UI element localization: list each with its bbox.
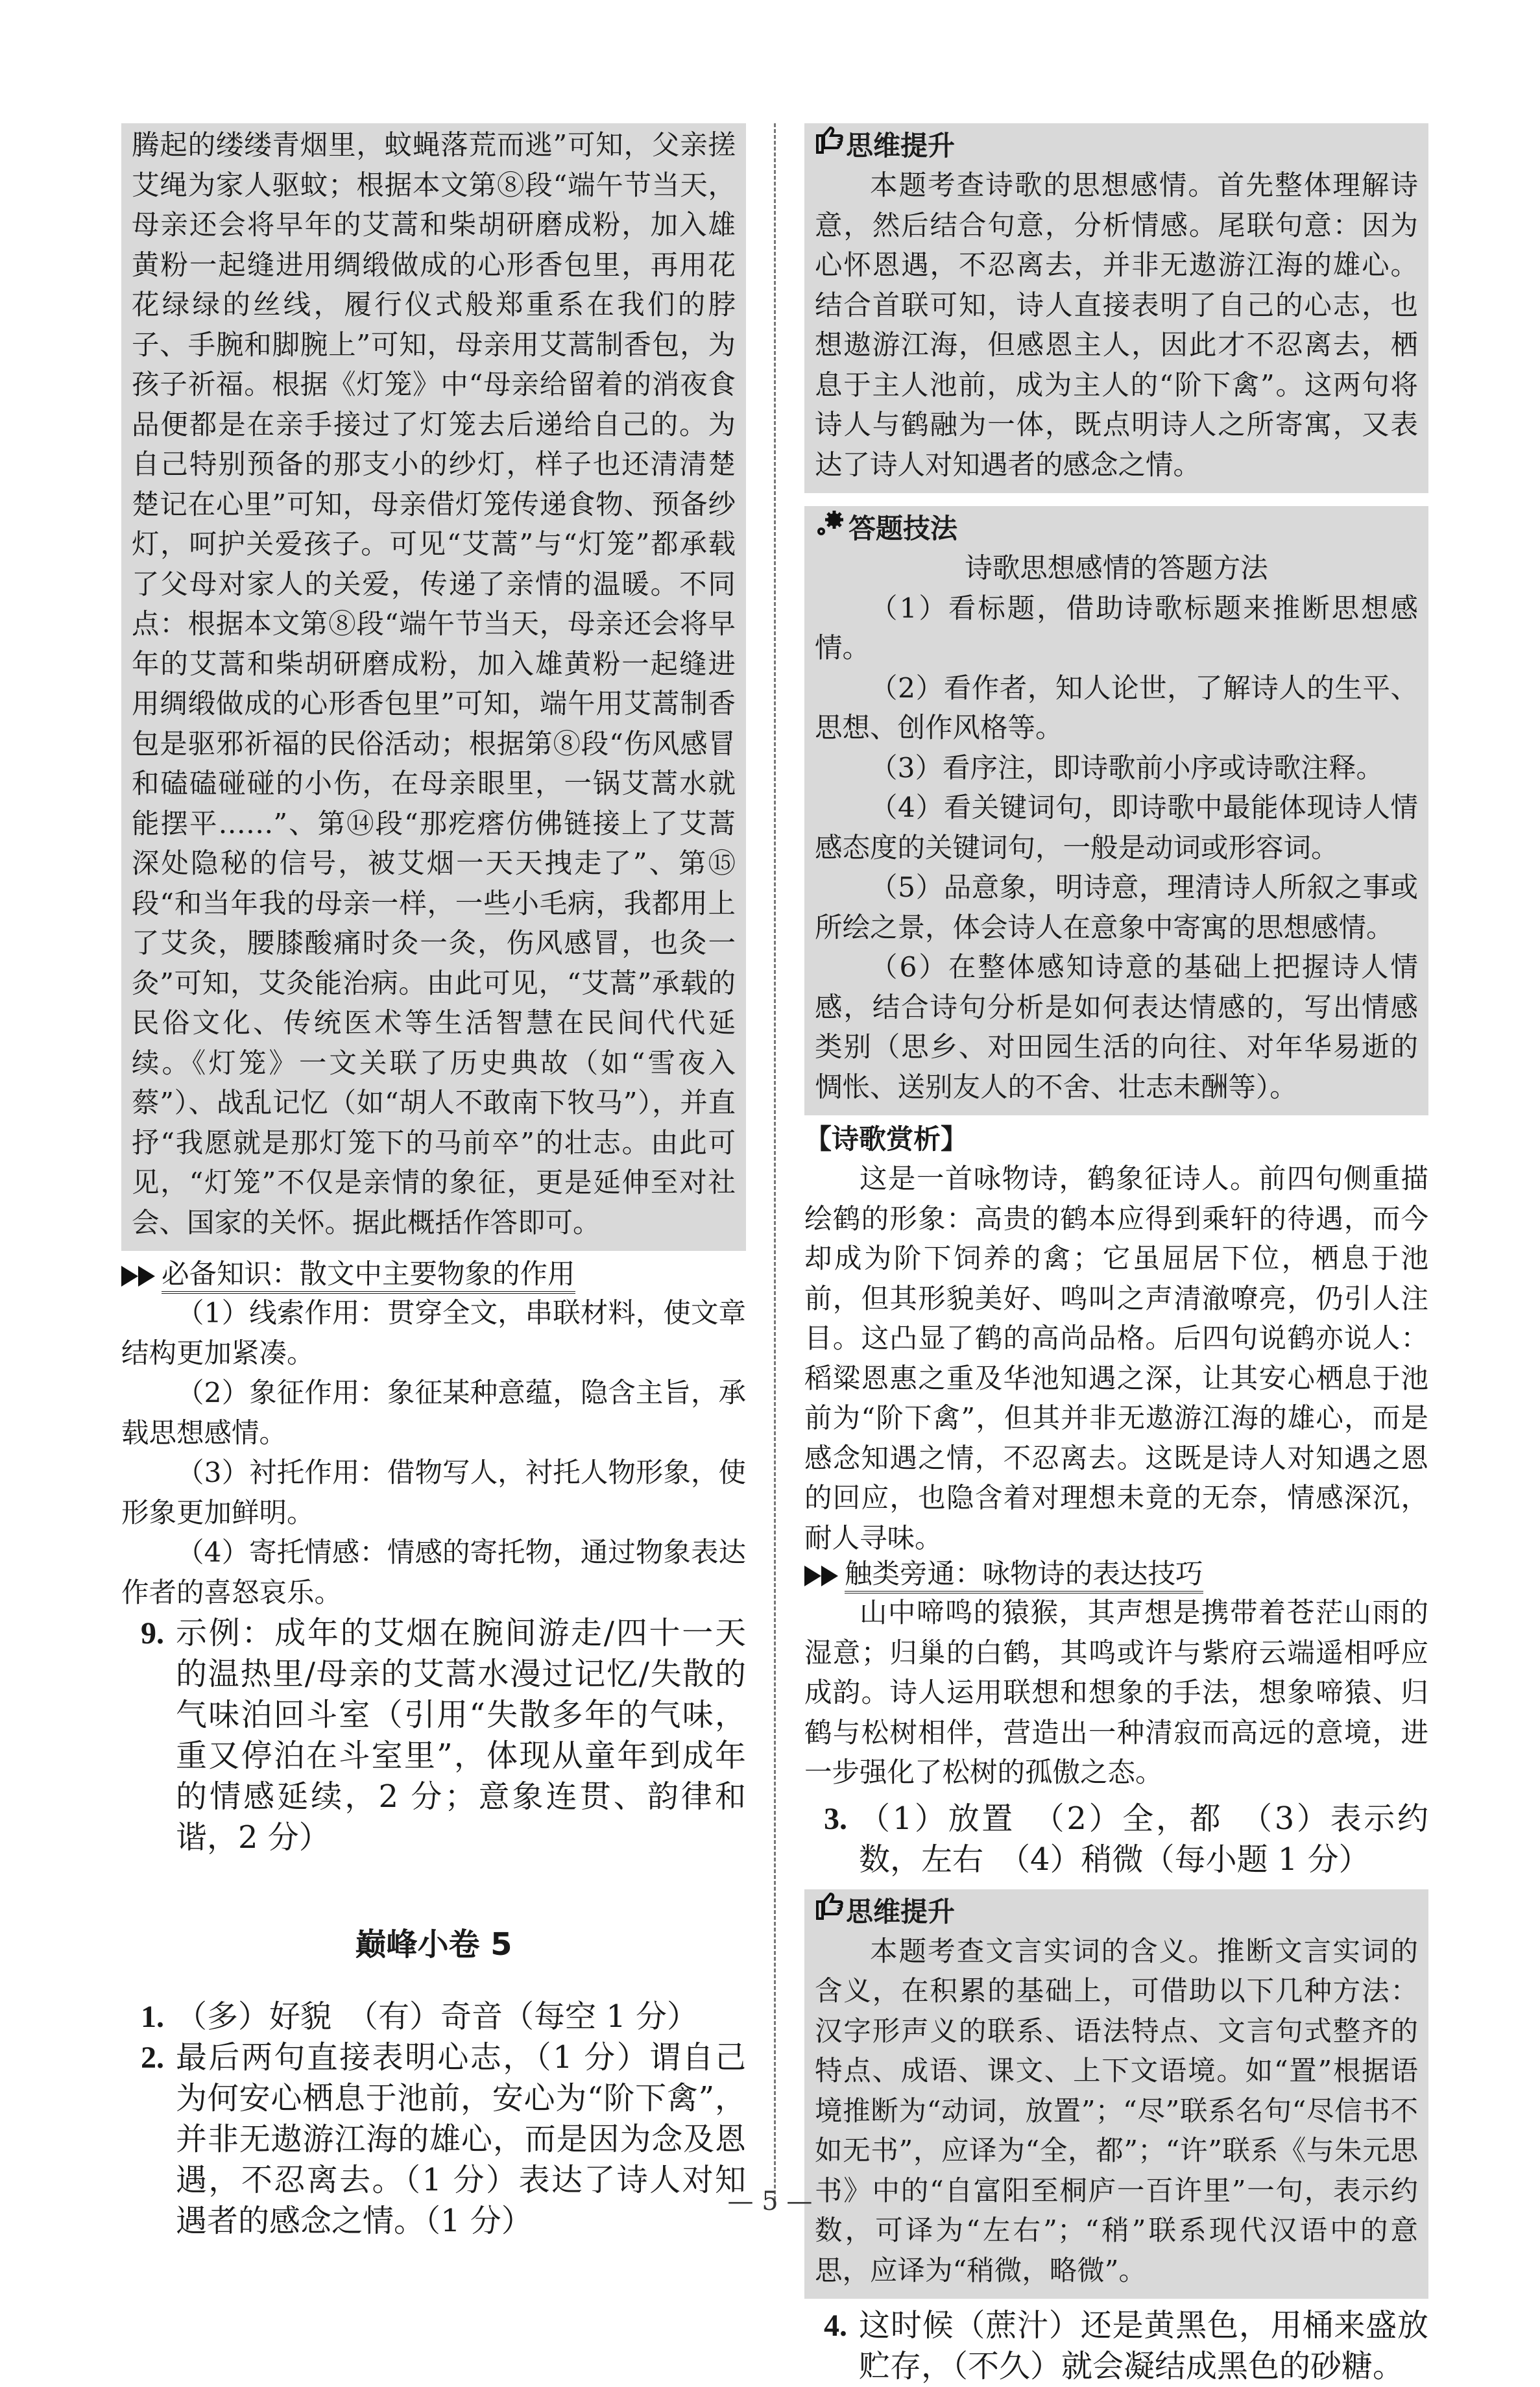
- technique-item: （1）看标题，借助诗歌标题来推断思想感情。: [815, 592, 1418, 664]
- page-number: — 5 —: [727, 2187, 813, 2216]
- column-divider: [774, 123, 776, 2206]
- thinking-heading: [815, 126, 1418, 166]
- technique-item: （4）看关键词句，即诗歌中最能体现诗人情感态度的关键词句，一般是动词或形容词。: [815, 792, 1418, 864]
- poem-analysis-heading: 【诗歌赏析】: [804, 1123, 969, 1155]
- section-title: 巅峰小卷 5: [355, 1926, 512, 1963]
- technique-item: （6）在整体感知诗意的基础上把握诗人情感，结合诗句分析是如何表达情感的，写出情感类别（思乡、对田园生活的向往、对年华易逝的惆怅、送别友人的不舍、壮志未酬等）。: [815, 952, 1418, 1104]
- answer-number: 2.: [141, 2041, 164, 2075]
- pointing-hand-icon: [815, 1892, 846, 1932]
- answer-3: [804, 1799, 1428, 1880]
- poem-analysis-text: 这是一首咏物诗，鹤象征诗人。前四句侧重描绘鹤的形象：高贵的鹤本应得到乘轩的待遇，而今却成为阶下饲养的禽；它虽屈居下位，栖息于池前，但其形貌美好、鸣叫之声清澈嘹亮，仍引人注目。这凸显了鹤的高尚品格。后四句说鹤亦说人：稻粱恩惠之重及华池知遇之深，让其安心栖息于池前为“阶下禽”，但其并非无遨游江海的雄心，而是感念知遇之情，不忍离去。这既是诗人对知遇之恩的回应，也隐含着对理想未竟的无奈，情感深沉，耐人寻味。: [804, 1163, 1428, 1555]
- answer-text: （1）放置 （2）全，都 （3）表示约数，左右 （4）稍微（每小题 1 分）: [859, 1800, 1428, 1878]
- gear-icon: [815, 509, 848, 549]
- analysis-box: [121, 123, 746, 1251]
- answer-text: 这时候（蔗汁）还是黄黑色，用桶来盛放贮存，（不久）就会凝结成黑色的砂糖。: [859, 2307, 1428, 2384]
- double-arrow-icon: [121, 1265, 158, 1288]
- knowledge-item: （4）寄托情感：情感的寄托物，通过物象表达作者的喜怒哀乐。: [121, 1537, 746, 1609]
- thinking-heading: [815, 1892, 1418, 1932]
- technique-item: （3）看序注，即诗歌前小序或诗歌注释。: [870, 752, 1384, 784]
- analysis-text: 腾起的缕缕青烟里，蚊蝇落荒而逃”可知，父亲搓艾绳为家人驱蚊；根据本文第⑧段“端午节当天，母亲还会将早年的艾蒿和柴胡研磨成粉，加入雄黄粉一起缝进用绸缎做成的心形香包里，再用花花绿绿的丝线，履行仪式般郑重系在我们的脖子、手腕和脚腕上”可知，母亲用艾蒿制香包，为孩子祈福。根据《灯笼》中“母亲给留着的消夜食品便都是在亲手接过了灯笼去后递给自己的。为自己特别预备的那支小的纱灯，样子也还清清楚楚记在心里”可知，母亲借灯笼传递食物、预备纱灯，呵护关爱孩子。可见“艾蒿”与“灯笼”都承载了父母对家人的关爱，传递了亲情的温暖。不同点：根据本文第⑧段“端午节当天，母亲还会将早年的艾蒿和柴胡研磨成粉，加入雄黄粉一起缝进用绸缎做成的心形香包里”可知，端午用艾蒿制香包是驱邪祈福的民俗活动；根据第⑧段“伤风感冒和磕磕碰碰的小伤，在母亲眼里，一锅艾蒿水就能摆平……”、第⑭段“那疙瘩仿佛链接上了艾蒿深处隐秘的信号，被艾烟一天天拽走了”、第⑮段“和当年我的母亲一样，一些小毛病，我都用上了艾灸，腰膝酸痛时灸一灸，伤风感冒，也灸一灸”可知，艾灸能治病。由此可见，“艾蒿”承载的民俗文化、传统医术等生活智慧在民间代代延续。《灯笼》一文关联了历史典故（如“雪夜入蔡”）、战乱记忆（如“胡人不敢南下牧马”），并直抒“我愿就是那灯笼下的马前卒”的壮志。由此可见，“灯笼”不仅是亲情的象征，更是延伸至对社会、国家的关怀。据此概括作答即可。: [132, 130, 736, 1239]
- double-arrow-icon: [804, 1564, 841, 1588]
- knowledge-title: 必备知识：散文中主要物象的作用: [162, 1259, 575, 1294]
- right-column: [804, 123, 1428, 2387]
- technique-item: （5）品意象，明诗意，理清诗人所叙之事或所绘之景，体会诗人在意象中寄寓的思想感情。: [815, 872, 1418, 944]
- technique-box: [804, 506, 1428, 1115]
- extension-heading: [804, 1558, 1428, 1593]
- answer-number: 3.: [824, 1801, 847, 1836]
- technique-heading: [815, 509, 1418, 549]
- answer-1: [121, 1996, 746, 2037]
- knowledge-item: （3）衬托作用：借物写人，衬托人物形象，使形象更加鲜明。: [121, 1457, 746, 1529]
- technique-item: （2）看作者，知人论世，了解诗人的生平、思想、创作风格等。: [815, 672, 1418, 744]
- answer-number: 4.: [824, 2308, 847, 2343]
- answer-text: （多）好貌 （有）奇音（每空 1 分）: [176, 1998, 699, 2035]
- technique-subtitle: 诗歌思想感情的答题方法: [965, 553, 1268, 585]
- extension-text: 山中啼鸣的猿猴，其声想是携带着苍茫山雨的湿意；归巢的白鹤，其鸣或许与紫府云端遥相呼应成韵。诗人运用联想和想象的手法，想象啼猿、归鹤与松树相伴，营造出一种清寂而高远的意境，进一步强化了松树的孤傲之态。: [804, 1597, 1428, 1789]
- thinking-title: 思维提升: [846, 130, 956, 162]
- thinking-text: 本题考查文言实词的含义。推断文言实词的含义，在积累的基础上，可借助以下几种方法：汉字形声义的联系、语法特点、文言句式整齐的特点、成语、课文、上下文语境。如“置”根据语境推断为“动词，放置”；“尽”联系名句“尽信书不如无书”，应译为“全，都”；“许”联系《与朱元思书》中的“自富阳至桐庐一百许里”一句，表示约数，可译为“左右”；“稍”联系现代汉语中的意思，应译为“稍微，略微”。: [815, 1935, 1418, 2287]
- answer-number: 1.: [141, 2000, 164, 2034]
- answer-9: [121, 1613, 746, 1858]
- knowledge-item: （2）象征作用：象征某种意蕴，隐含主旨，承载思想感情。: [121, 1377, 746, 1449]
- technique-title: 答题技法: [848, 513, 958, 544]
- pointing-hand-icon: [815, 126, 846, 166]
- left-column: [121, 123, 746, 2242]
- thinking-box: [804, 123, 1428, 493]
- extension-title: 触类旁通：咏物诗的表达技巧: [845, 1558, 1203, 1593]
- thinking-title: 思维提升: [846, 1895, 956, 1928]
- answer-number: 9.: [141, 1616, 164, 1651]
- thinking-text: 本题考查诗歌的思想感情。首先整体理解诗意，然后结合句意，分析情感。尾联句意：因为心怀恩遇，不忍离去，并非无遨游江海的雄心。结合首联可知，诗人直接表明了自己的心志，也想遨游江海，但感恩主人，因此才不忍离去，栖息于主人池前，成为主人的“阶下禽”。这两句将诗人与鹤融为一体，既点明诗人之所寄寓，又表达了诗人对知遇者的感念之情。: [815, 170, 1418, 481]
- answer-text: 最后两句直接表明心志，（1 分）谓自己为何安心栖息于池前，安心为“阶下禽”，并非无遨游江海的雄心，而是因为念及恩遇，不忍离去。（1 分）表达了诗人对知遇者的感念之情。（1 分）: [176, 2039, 746, 2239]
- knowledge-item: （1）线索作用：贯穿全文，串联材料，使文章结构更加紧凑。: [121, 1298, 746, 1370]
- answer-4: [804, 2305, 1428, 2387]
- thinking-box-2: [804, 1889, 1428, 2299]
- knowledge-heading: [121, 1259, 746, 1294]
- answer-text: 示例：成年的艾烟在腕间游走/四十一天的温热里/母亲的艾蒿水漫过记忆/失散的气味泊回斗室（引用“失散多年的气味，重又停泊在斗室里”，体现从童年到成年的情感延续，2 分；意象连贯、韵律和谐，2 分）: [176, 1615, 746, 1856]
